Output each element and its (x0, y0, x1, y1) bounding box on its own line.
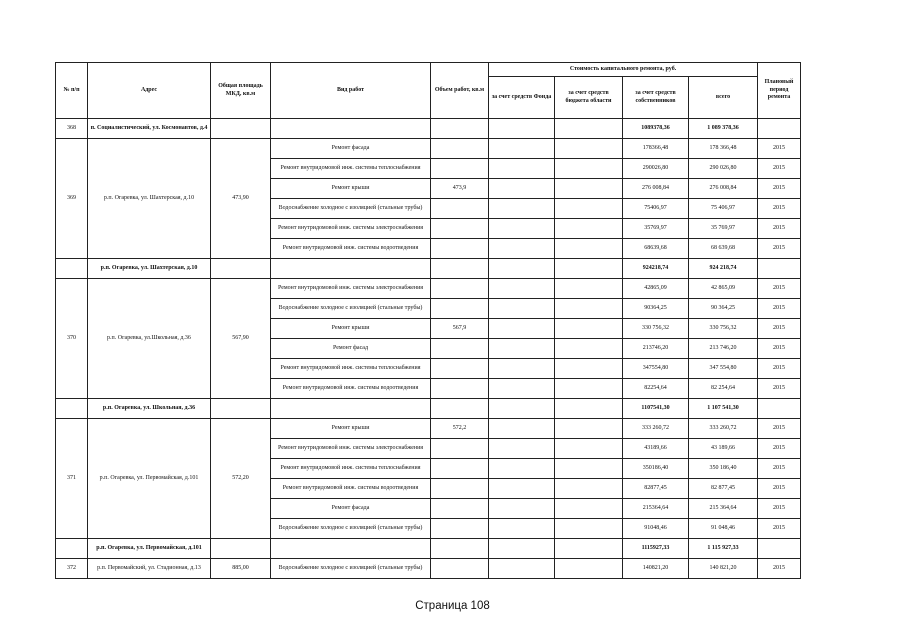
fund-cell (489, 279, 555, 299)
total-cell: 91 048,46 (689, 519, 758, 539)
row-num-cell: 370 (56, 279, 88, 399)
volume-cell (431, 559, 489, 579)
table-row-total (56, 539, 801, 559)
total-cell: 1 115 927,33 (689, 539, 758, 559)
volume-cell (431, 199, 489, 219)
row-num-cell: 368 (56, 119, 88, 139)
period-cell: 2015 (758, 339, 801, 359)
owners-cell: 276 008,84 (623, 179, 689, 199)
budget-cell (555, 559, 623, 579)
period-cell: 2015 (758, 419, 801, 439)
area-cell: 473,90 (211, 139, 271, 259)
period-cell: 2015 (758, 139, 801, 159)
row-num-cell (56, 259, 88, 279)
owners-cell: 140821,20 (623, 559, 689, 579)
total-cell: 276 008,84 (689, 179, 758, 199)
budget-cell (555, 119, 623, 139)
address-cell: р.п. Огаревка, ул.Школьная, д.36 (88, 279, 211, 399)
volume-cell: 473,9 (431, 179, 489, 199)
owners-cell: 68639,68 (623, 239, 689, 259)
row-num-cell: 369 (56, 139, 88, 259)
total-cell: 140 821,20 (689, 559, 758, 579)
budget-cell (555, 259, 623, 279)
work-cell: Ремонт внутридомовой инж. системы теплоснабжения (271, 459, 431, 479)
total-cell: 35 769,97 (689, 219, 758, 239)
period-cell: 2015 (758, 299, 801, 319)
table-row (56, 559, 801, 579)
period-cell: 2015 (758, 179, 801, 199)
address-cell: р.п. Огаревка, ул. Шахтерская, д.10 (88, 139, 211, 259)
table-row (56, 419, 801, 439)
volume-cell: 572,2 (431, 419, 489, 439)
period-cell: 2015 (758, 279, 801, 299)
work-cell: Ремонт внутридомовой инж. системы теплоснабжения (271, 159, 431, 179)
work-cell: Водоснабжение холодное с изоляцией (стальные трубы) (271, 199, 431, 219)
period-cell (758, 399, 801, 419)
owners-cell: 333 260,72 (623, 419, 689, 439)
period-cell: 2015 (758, 159, 801, 179)
fund-cell (489, 199, 555, 219)
owners-cell: 1115927,33 (623, 539, 689, 559)
volume-cell (431, 379, 489, 399)
col-cost-header: Стоимость капитального ремонта, руб. (489, 63, 758, 77)
total-cell: 43 189,66 (689, 439, 758, 459)
volume-cell (431, 539, 489, 559)
row-num-cell: 372 (56, 559, 88, 579)
period-cell: 2015 (758, 519, 801, 539)
owners-cell: 1089378,36 (623, 119, 689, 139)
fund-cell (489, 179, 555, 199)
work-cell (271, 539, 431, 559)
budget-cell (555, 379, 623, 399)
budget-cell (555, 279, 623, 299)
total-cell: 75 406,97 (689, 199, 758, 219)
work-cell: Водоснабжение холодное с изоляцией (стальные трубы) (271, 519, 431, 539)
col-total-header: всего (689, 77, 758, 119)
work-cell: Ремонт внутридомовой инж. системы водоотведения (271, 379, 431, 399)
budget-cell (555, 239, 623, 259)
fund-cell (489, 219, 555, 239)
budget-cell (555, 539, 623, 559)
owners-cell: 82254,64 (623, 379, 689, 399)
budget-cell (555, 299, 623, 319)
col-period-header: Плановый период ремонта (758, 63, 801, 119)
owners-cell: 91048,46 (623, 519, 689, 539)
work-cell: Ремонт фасада (271, 499, 431, 519)
row-num-cell: 371 (56, 419, 88, 539)
volume-cell (431, 139, 489, 159)
work-cell (271, 119, 431, 139)
fund-cell (489, 519, 555, 539)
area-cell (211, 259, 271, 279)
period-cell: 2015 (758, 439, 801, 459)
table-row-total (56, 119, 801, 139)
col-work-header: Вид работ (271, 63, 431, 119)
area-cell (211, 539, 271, 559)
work-cell: Ремонт внутридомовой инж. системы теплоснабжения (271, 359, 431, 379)
volume-cell (431, 519, 489, 539)
total-cell: 213 746,20 (689, 339, 758, 359)
work-cell: Ремонт внутридомовой инж. системы водоотведения (271, 239, 431, 259)
owners-cell: 35769,97 (623, 219, 689, 239)
table-row-total (56, 399, 801, 419)
volume-cell (431, 439, 489, 459)
col-budget-header: за счет средств бюджета области (555, 77, 623, 119)
fund-cell (489, 479, 555, 499)
work-cell: Ремонт фасад (271, 339, 431, 359)
volume-cell: 567,9 (431, 319, 489, 339)
fund-cell (489, 359, 555, 379)
work-cell: Ремонт крыши (271, 319, 431, 339)
area-cell (211, 119, 271, 139)
col-fund-header: за счет средств Фонда (489, 77, 555, 119)
budget-cell (555, 399, 623, 419)
volume-cell (431, 299, 489, 319)
budget-cell (555, 159, 623, 179)
work-cell (271, 259, 431, 279)
owners-cell: 330 756,32 (623, 319, 689, 339)
period-cell (758, 119, 801, 139)
period-cell: 2015 (758, 479, 801, 499)
period-cell: 2015 (758, 359, 801, 379)
owners-cell: 75406,97 (623, 199, 689, 219)
volume-cell (431, 259, 489, 279)
address-cell: р.п. Первомайский, ул. Стадионная, д.13 (88, 559, 211, 579)
total-cell: 924 218,74 (689, 259, 758, 279)
area-cell: 572,20 (211, 419, 271, 539)
total-cell: 215 364,64 (689, 499, 758, 519)
period-cell: 2015 (758, 459, 801, 479)
budget-cell (555, 179, 623, 199)
owners-cell: 215364,64 (623, 499, 689, 519)
address-cell: р.п. Огаревка, ул. Первомайская, д.101 (88, 419, 211, 539)
total-cell: 347 554,80 (689, 359, 758, 379)
fund-cell (489, 139, 555, 159)
row-num-cell (56, 539, 88, 559)
total-cell: 42 865,09 (689, 279, 758, 299)
address-cell: р.п. Огаревка, ул. Шахтерская, д.10 (88, 259, 211, 279)
owners-cell: 82877,45 (623, 479, 689, 499)
volume-cell (431, 459, 489, 479)
work-cell: Ремонт внутридомовой инж. системы электроснабжения (271, 439, 431, 459)
period-cell: 2015 (758, 199, 801, 219)
work-cell: Ремонт внутридомовой инж. системы электроснабжения (271, 219, 431, 239)
volume-cell (431, 239, 489, 259)
period-cell: 2015 (758, 319, 801, 339)
owners-cell: 43189,66 (623, 439, 689, 459)
owners-cell: 90364,25 (623, 299, 689, 319)
area-cell: 567,90 (211, 279, 271, 399)
budget-cell (555, 439, 623, 459)
budget-cell (555, 339, 623, 359)
volume-cell (431, 119, 489, 139)
address-cell: р.п. Огаревка, ул. Школьная, д.36 (88, 399, 211, 419)
total-cell: 82 877,45 (689, 479, 758, 499)
budget-cell (555, 419, 623, 439)
fund-cell (489, 379, 555, 399)
period-cell (758, 259, 801, 279)
work-cell: Водоснабжение холодное с изоляцией (стальные трубы) (271, 559, 431, 579)
fund-cell (489, 419, 555, 439)
work-cell: Водоснабжение холодное с изоляцией (стальные трубы) (271, 299, 431, 319)
owners-cell: 42865,09 (623, 279, 689, 299)
work-cell: Ремонт крыши (271, 179, 431, 199)
work-cell: Ремонт крыши (271, 419, 431, 439)
total-cell: 333 260,72 (689, 419, 758, 439)
budget-cell (555, 359, 623, 379)
fund-cell (489, 119, 555, 139)
col-num-header: № п/п (56, 63, 88, 119)
table-row-total (56, 259, 801, 279)
volume-cell (431, 359, 489, 379)
page-number: Страница 108 (415, 600, 490, 612)
col-address-header: Адрес (88, 63, 211, 119)
owners-cell: 347554,80 (623, 359, 689, 379)
fund-cell (489, 459, 555, 479)
total-cell: 1 107 541,30 (689, 399, 758, 419)
owners-cell: 178366,48 (623, 139, 689, 159)
budget-cell (555, 459, 623, 479)
owners-cell: 1107541,30 (623, 399, 689, 419)
col-area-header: Общая площадь МКД, кв.м (211, 63, 271, 119)
period-cell: 2015 (758, 239, 801, 259)
owners-cell: 290026,80 (623, 159, 689, 179)
work-cell (271, 399, 431, 419)
period-cell: 2015 (758, 499, 801, 519)
budget-cell (555, 499, 623, 519)
fund-cell (489, 259, 555, 279)
area-cell (211, 399, 271, 419)
owners-cell: 924218,74 (623, 259, 689, 279)
budget-cell (555, 139, 623, 159)
volume-cell (431, 479, 489, 499)
table-row (56, 139, 801, 159)
fund-cell (489, 239, 555, 259)
total-cell: 290 026,80 (689, 159, 758, 179)
budget-cell (555, 479, 623, 499)
volume-cell (431, 399, 489, 419)
work-cell: Ремонт внутридомовой инж. системы водоотведения (271, 479, 431, 499)
period-cell (758, 539, 801, 559)
fund-cell (489, 539, 555, 559)
budget-cell (555, 319, 623, 339)
col-volume-header: Объем работ, кв.м (431, 63, 489, 119)
fund-cell (489, 559, 555, 579)
fund-cell (489, 439, 555, 459)
budget-cell (555, 199, 623, 219)
work-cell: Ремонт внутридомовой инж. системы электроснабжения (271, 279, 431, 299)
volume-cell (431, 159, 489, 179)
total-cell: 350 186,40 (689, 459, 758, 479)
budget-cell (555, 219, 623, 239)
address-cell: п. Социалистический, ул. Космонавтов, д.4 (88, 119, 211, 139)
total-cell: 178 366,48 (689, 139, 758, 159)
row-num-cell (56, 399, 88, 419)
fund-cell (489, 159, 555, 179)
fund-cell (489, 499, 555, 519)
volume-cell (431, 219, 489, 239)
col-owners-header: за счет средств собственников (623, 77, 689, 119)
address-cell: р.п. Огаревка, ул. Первомайская, д.101 (88, 539, 211, 559)
budget-cell (555, 519, 623, 539)
period-cell: 2015 (758, 379, 801, 399)
work-cell: Ремонт фасада (271, 139, 431, 159)
total-cell: 90 364,25 (689, 299, 758, 319)
volume-cell (431, 339, 489, 359)
area-cell: 885,00 (211, 559, 271, 579)
total-cell: 1 089 378,36 (689, 119, 758, 139)
owners-cell: 213746,20 (623, 339, 689, 359)
fund-cell (489, 339, 555, 359)
total-cell: 82 254,64 (689, 379, 758, 399)
owners-cell: 350186,40 (623, 459, 689, 479)
total-cell: 68 639,68 (689, 239, 758, 259)
volume-cell (431, 279, 489, 299)
volume-cell (431, 499, 489, 519)
total-cell: 330 756,32 (689, 319, 758, 339)
period-cell: 2015 (758, 219, 801, 239)
table-body (56, 119, 801, 579)
fund-cell (489, 319, 555, 339)
fund-cell (489, 399, 555, 419)
table-row (56, 279, 801, 299)
fund-cell (489, 299, 555, 319)
period-cell: 2015 (758, 559, 801, 579)
capital-repair-table (55, 62, 801, 579)
